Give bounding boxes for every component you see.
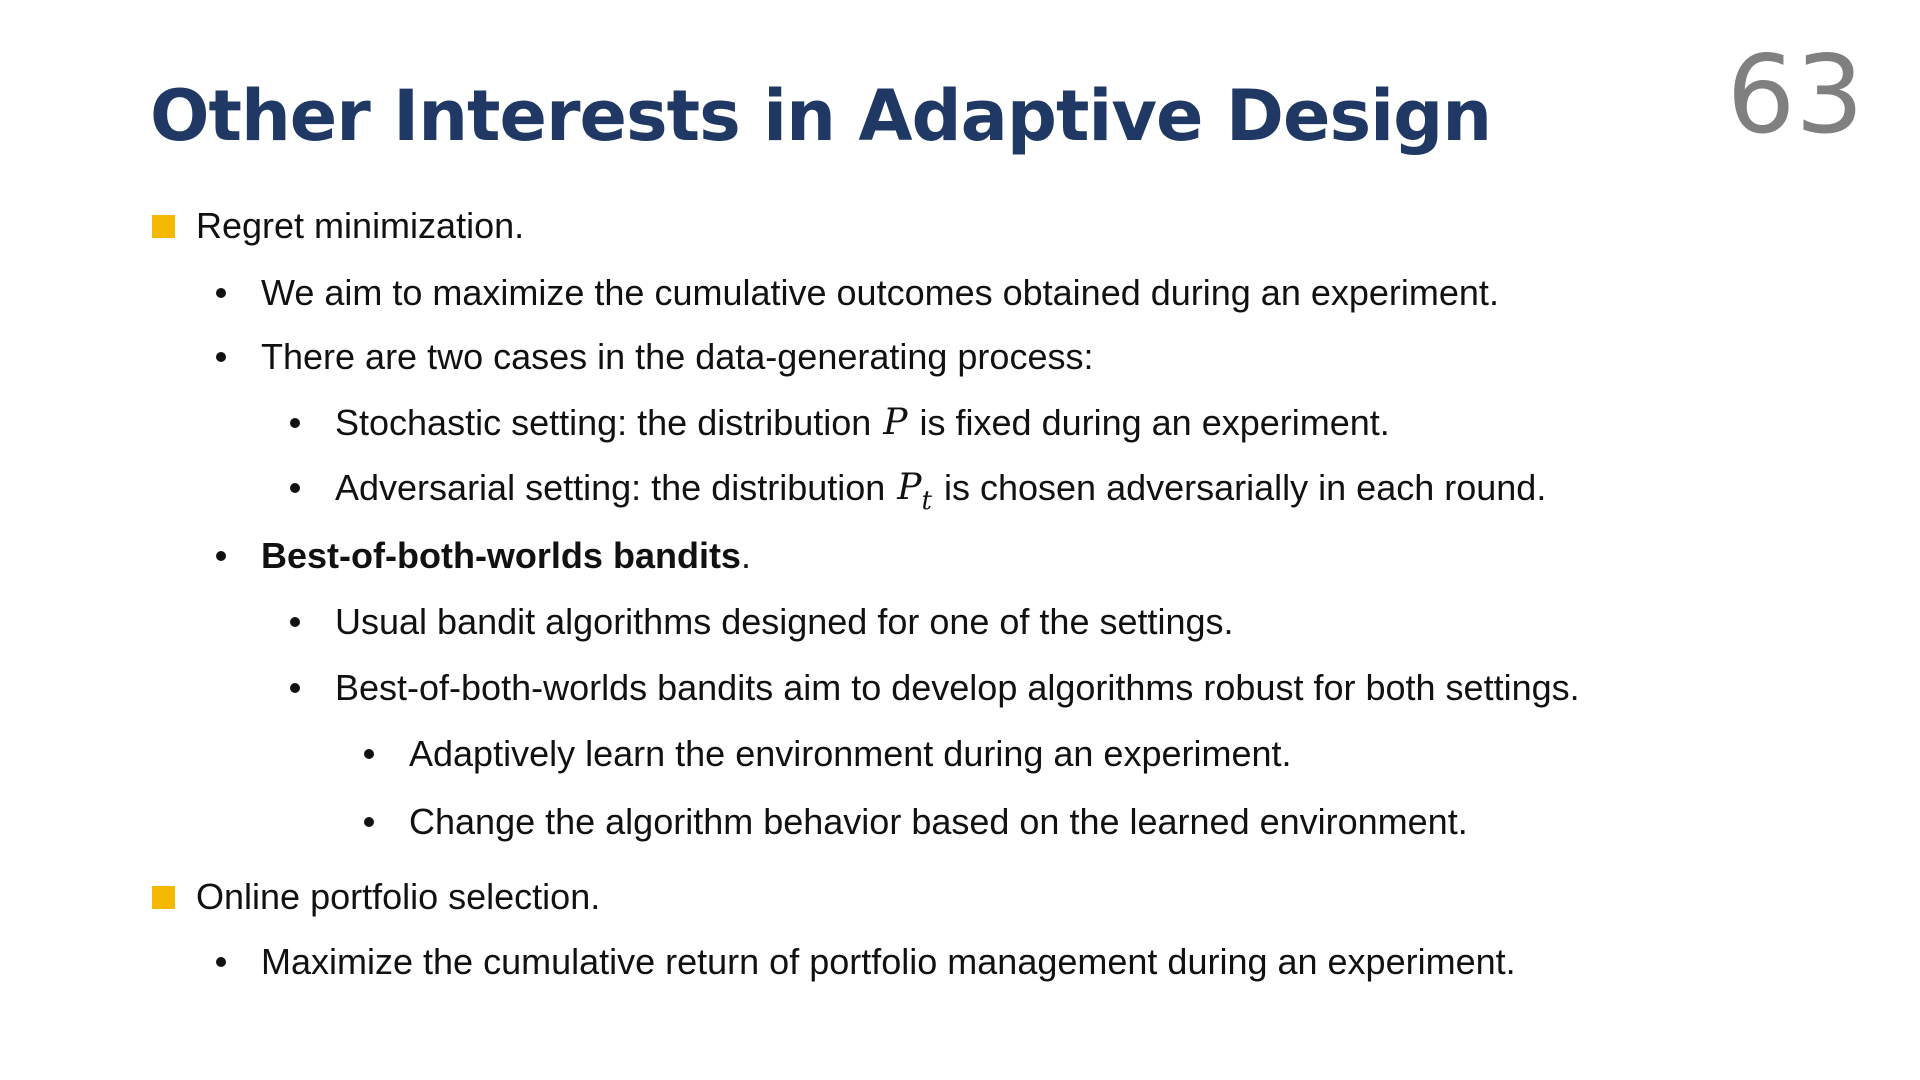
math-variable-p: P (897, 467, 922, 508)
list-item-text: is chosen adversarially in each round. (943, 467, 1547, 508)
list-item (281, 600, 1234, 644)
list-item-text: Maximize the cumulative return of portfolio management during an experiment. (261, 941, 1516, 982)
bullet-dot-icon (216, 288, 226, 298)
bullet-dot-icon (290, 617, 300, 627)
section-heading: Regret minimization. (196, 205, 525, 246)
page-number: 63 (1726, 33, 1864, 158)
list-item-text: Adaptively learn the environment during an experiment. (409, 733, 1292, 774)
list-item-bobw (207, 534, 751, 578)
list-item (207, 335, 1093, 379)
square-bullet-icon (152, 215, 175, 238)
list-item-text: Usual bandit algorithms designed for one of the settings. (335, 601, 1234, 642)
list-item (207, 271, 1499, 315)
bullet-dot-icon (364, 817, 374, 827)
list-item-text: Best-of-both-worlds bandits aim to develop algorithms robust for both settings. (335, 667, 1580, 708)
list-item (355, 800, 1468, 844)
list-item (281, 666, 1580, 710)
slide-title: Other Interests in Adaptive Design (150, 75, 1492, 157)
list-item-text: Change the algorithm behavior based on the learned environment. (409, 801, 1468, 842)
list-item-text: There are two cases in the data-generating process: (261, 336, 1094, 377)
math-variable-p-t (897, 466, 932, 516)
list-item-adversarial (281, 466, 1547, 516)
bullet-dot-icon (216, 957, 226, 967)
bullet-dot-icon (364, 749, 374, 759)
list-item-stochastic (281, 401, 1390, 445)
list-item (207, 940, 1516, 984)
period: . (740, 535, 751, 576)
bold-term: Best-of-both-worlds bandits (261, 535, 741, 576)
square-bullet-icon (152, 886, 175, 909)
list-item-text: is fixed during an experiment. (919, 402, 1390, 443)
list-item-text: Adversarial setting: the distribution (335, 467, 886, 508)
bullet-dot-icon (290, 683, 300, 693)
list-item-text: Stochastic setting: the distribution (335, 402, 872, 443)
list-item-text: We aim to maximize the cumulative outcomes obtained during an experiment. (261, 272, 1499, 313)
bullet-dot-icon (290, 483, 300, 493)
bullet-dot-icon (216, 551, 226, 561)
bullet-dot-icon (216, 352, 226, 362)
section-online-portfolio-selection (152, 875, 600, 919)
list-item (355, 732, 1292, 776)
section-regret-minimization (152, 204, 524, 248)
math-subscript-t: t (921, 486, 932, 516)
math-variable-p: P (883, 402, 908, 443)
bullet-dot-icon (290, 418, 300, 428)
section-heading: Online portfolio selection. (196, 876, 601, 917)
